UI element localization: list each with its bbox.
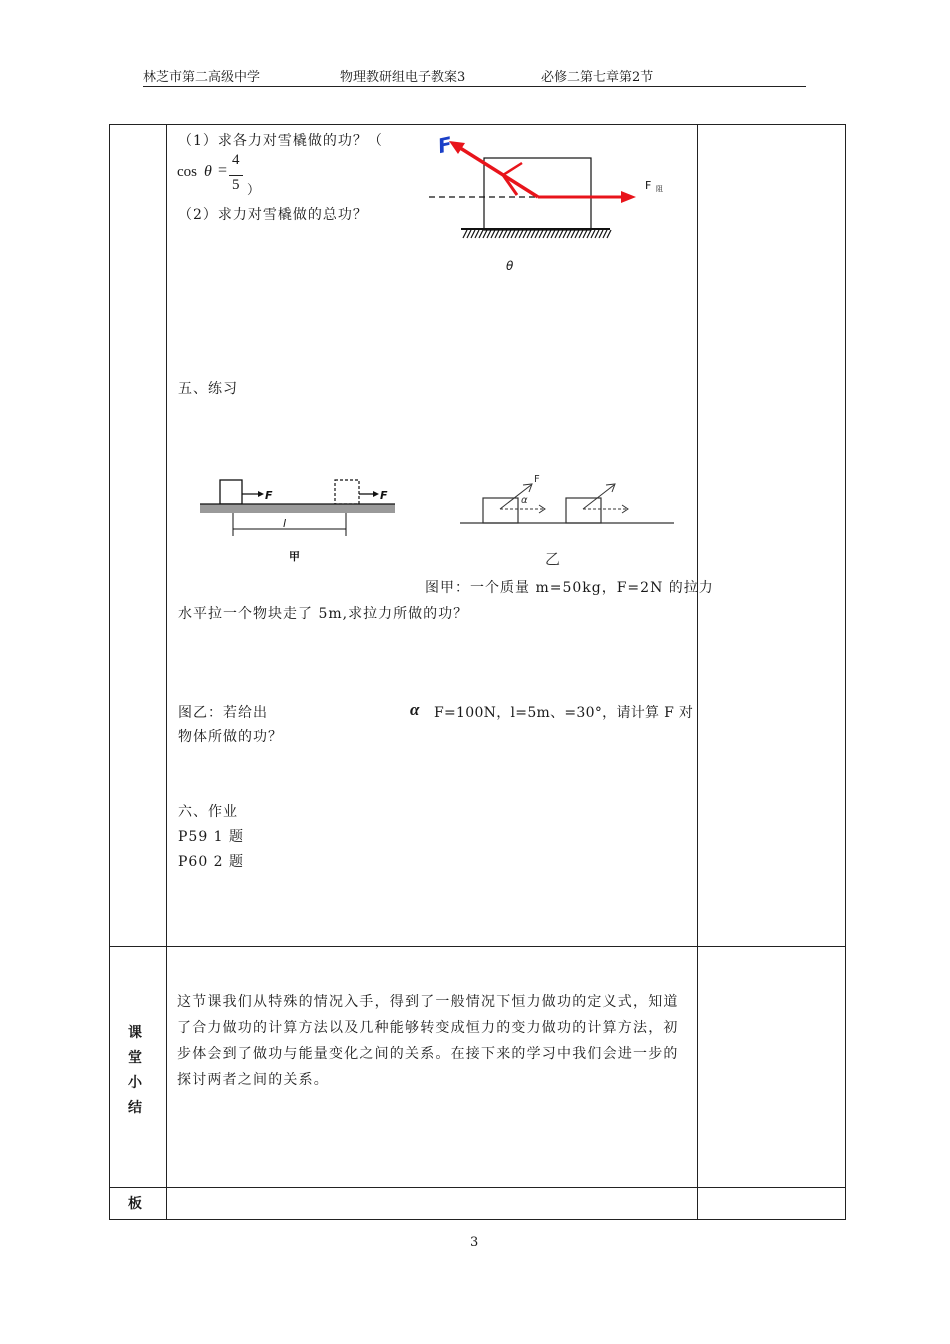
hatch-line xyxy=(595,230,599,238)
hatch-line xyxy=(523,230,527,238)
ground-surface xyxy=(200,504,395,513)
hatch-line xyxy=(599,230,603,238)
force-label-1: F xyxy=(265,489,273,502)
summary-side-char-3: 小 xyxy=(128,1075,142,1091)
hatch-line xyxy=(483,230,487,238)
sled-box xyxy=(484,158,591,230)
exercise-jia-line1: 图甲：一个质量 m=50kg，F=2N 的拉力 xyxy=(425,580,714,596)
exercise-yi-alpha: α xyxy=(410,700,420,719)
hatch-line xyxy=(535,230,539,238)
hatch-line xyxy=(491,230,495,238)
hatch-line xyxy=(551,230,555,238)
question-2: （2）求力对雪橇做的总功？ xyxy=(178,207,368,223)
ground-hatching xyxy=(463,230,611,238)
equals-sign: = xyxy=(218,162,228,179)
header-group: 物理教研组电子教案3 xyxy=(340,70,466,85)
hatch-line xyxy=(539,230,543,238)
hatch-line xyxy=(571,230,575,238)
fraction-numerator: 4 xyxy=(232,152,240,168)
block-1 xyxy=(483,498,518,523)
hatch-line xyxy=(531,230,535,238)
cos-formula xyxy=(177,149,267,199)
hatch-line xyxy=(519,230,523,238)
hatch-line xyxy=(567,230,571,238)
figure-jia-caption: 甲 xyxy=(289,550,300,563)
resistance-subscript: 阻 xyxy=(656,185,663,193)
homework-item-1: P59 1 题 xyxy=(178,829,245,845)
angle-marker-tick xyxy=(503,163,522,175)
hatch-line xyxy=(527,230,531,238)
hatch-line xyxy=(471,230,475,238)
page-number: 3 xyxy=(470,1235,479,1250)
exercise-jia-line2: 水平拉一个物块走了 5m,求拉力所做的功？ xyxy=(178,606,469,622)
hatch-line xyxy=(543,230,547,238)
board-side-char: 板 xyxy=(128,1196,142,1212)
figure-yi xyxy=(457,467,679,572)
hatch-line xyxy=(575,230,579,238)
summary-side-char-2: 堂 xyxy=(128,1050,142,1066)
block-start xyxy=(220,480,242,504)
force-arrow-1-head xyxy=(258,491,264,497)
hatch-line xyxy=(495,230,499,238)
angled-force-2 xyxy=(583,485,614,509)
hatch-line xyxy=(503,230,507,238)
header-school: 林芝市第二高级中学 xyxy=(143,70,261,85)
hatch-line xyxy=(583,230,587,238)
theta-symbol: θ xyxy=(204,163,212,180)
summary-paragraph: 这节课我们从特殊的情况入手，得到了一般情况下恒力做功的定义式，知道了合力做功的计算方法以及几种能够转变成恒力的变力做功的计算方法，初步体会到了做功与能量变化之间的关系。在接下来的学习中我们会进一步的探讨两者之间的关系。 xyxy=(177,994,679,1088)
force-arrow-2-head xyxy=(373,491,379,497)
hatch-line xyxy=(515,230,519,238)
header-chapter: 必修二第七章第2节 xyxy=(541,70,654,85)
exercise-yi-line2: 物体所做的功？ xyxy=(178,729,283,745)
heading-exercise: 五、练习 xyxy=(178,381,238,397)
alpha-label: α xyxy=(521,495,528,506)
question-1: （1）求各力对雪橇做的功？（ xyxy=(178,133,383,149)
hatch-line xyxy=(511,230,515,238)
fraction-bar xyxy=(229,175,243,176)
pull-force-arrow-shaft xyxy=(457,146,538,197)
length-label: l xyxy=(283,517,287,530)
resistance-arrow-head xyxy=(621,191,636,203)
sled-force-diagram xyxy=(425,130,675,280)
hatch-line xyxy=(487,230,491,238)
hatch-line xyxy=(547,230,551,238)
resistance-force-label: F xyxy=(645,179,652,192)
hatch-line xyxy=(507,230,511,238)
hatch-line xyxy=(463,230,467,238)
angle-theta-label: θ xyxy=(506,259,514,273)
hatch-line xyxy=(591,230,595,238)
fraction-denominator: 5 xyxy=(232,177,240,193)
close-paren: ） xyxy=(247,183,261,198)
hatch-line xyxy=(555,230,559,238)
block-2 xyxy=(566,498,601,523)
header-rule xyxy=(143,86,806,87)
exercise-yi-start: 图乙：若给出 xyxy=(178,705,268,721)
force-label: F xyxy=(534,474,540,485)
heading-homework: 六、作业 xyxy=(178,804,238,820)
hatch-line xyxy=(603,230,607,238)
block-end-dashed xyxy=(335,480,359,504)
hatch-line xyxy=(563,230,567,238)
figure-jia xyxy=(198,472,403,572)
homework-item-2: P60 2 题 xyxy=(178,854,245,870)
exercise-yi-rest: F=100N，l=5m、=30°，请计算 F 对 xyxy=(434,705,694,721)
summary-side-char-4: 结 xyxy=(128,1100,142,1116)
hatch-line xyxy=(475,230,479,238)
hatch-line xyxy=(467,230,471,238)
figure-yi-caption: 乙 xyxy=(545,550,561,568)
hatch-line xyxy=(587,230,591,238)
hatch-line xyxy=(559,230,563,238)
pull-force-label: F xyxy=(435,131,455,159)
hatch-line xyxy=(607,230,611,238)
summary-side-char-1: 课 xyxy=(128,1025,142,1041)
hatch-line xyxy=(479,230,483,238)
hatch-line xyxy=(499,230,503,238)
cos-label: cos xyxy=(177,164,197,180)
force-label-2: F xyxy=(380,489,388,502)
hatch-line xyxy=(579,230,583,238)
